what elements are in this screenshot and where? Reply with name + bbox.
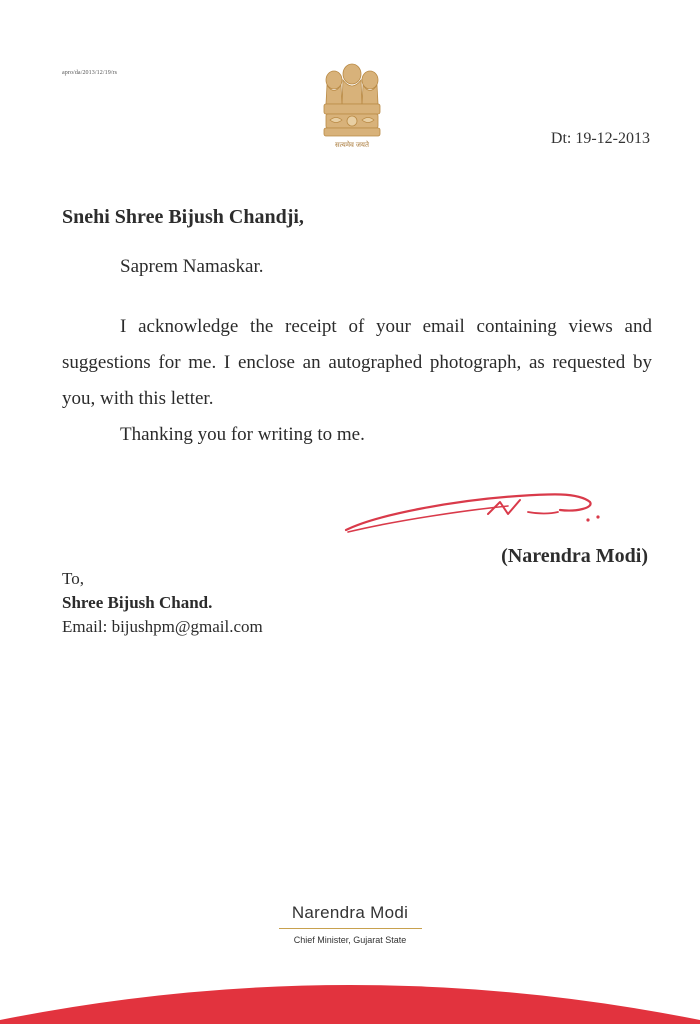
footer-divider: [279, 928, 422, 929]
signer-name: (Narendra Modi): [501, 545, 648, 567]
footer-title: Chief Minister, Gujarat State: [293, 935, 407, 945]
recipient-block: [62, 567, 263, 639]
footer-name: Narendra Modi: [291, 903, 409, 922]
reference-number: apro/da/2013/12/19/rs: [62, 70, 118, 76]
to-label: To,: [62, 569, 84, 588]
footer-red-band: [0, 960, 700, 1024]
recipient-name: Shree Bijush Chand.: [62, 593, 213, 612]
greeting: Saprem Namaskar.: [120, 256, 264, 277]
closing-line: Thanking you for writing to me.: [120, 424, 365, 445]
recipient-email: Email: bijushpm@gmail.com: [62, 617, 263, 636]
letter-date: Dt: 19-12-2013: [550, 130, 650, 147]
salutation: Snehi Shree Bijush Chandji,: [62, 206, 304, 228]
handwritten-signature: [338, 480, 618, 550]
letter-body: I acknowledge the receipt of your email containing views and suggestions for me. I enclose an autographed photograph, as requested by you, with this letter.: [62, 316, 652, 409]
emblem-motto: सत्यमेव जयते: [335, 141, 369, 149]
